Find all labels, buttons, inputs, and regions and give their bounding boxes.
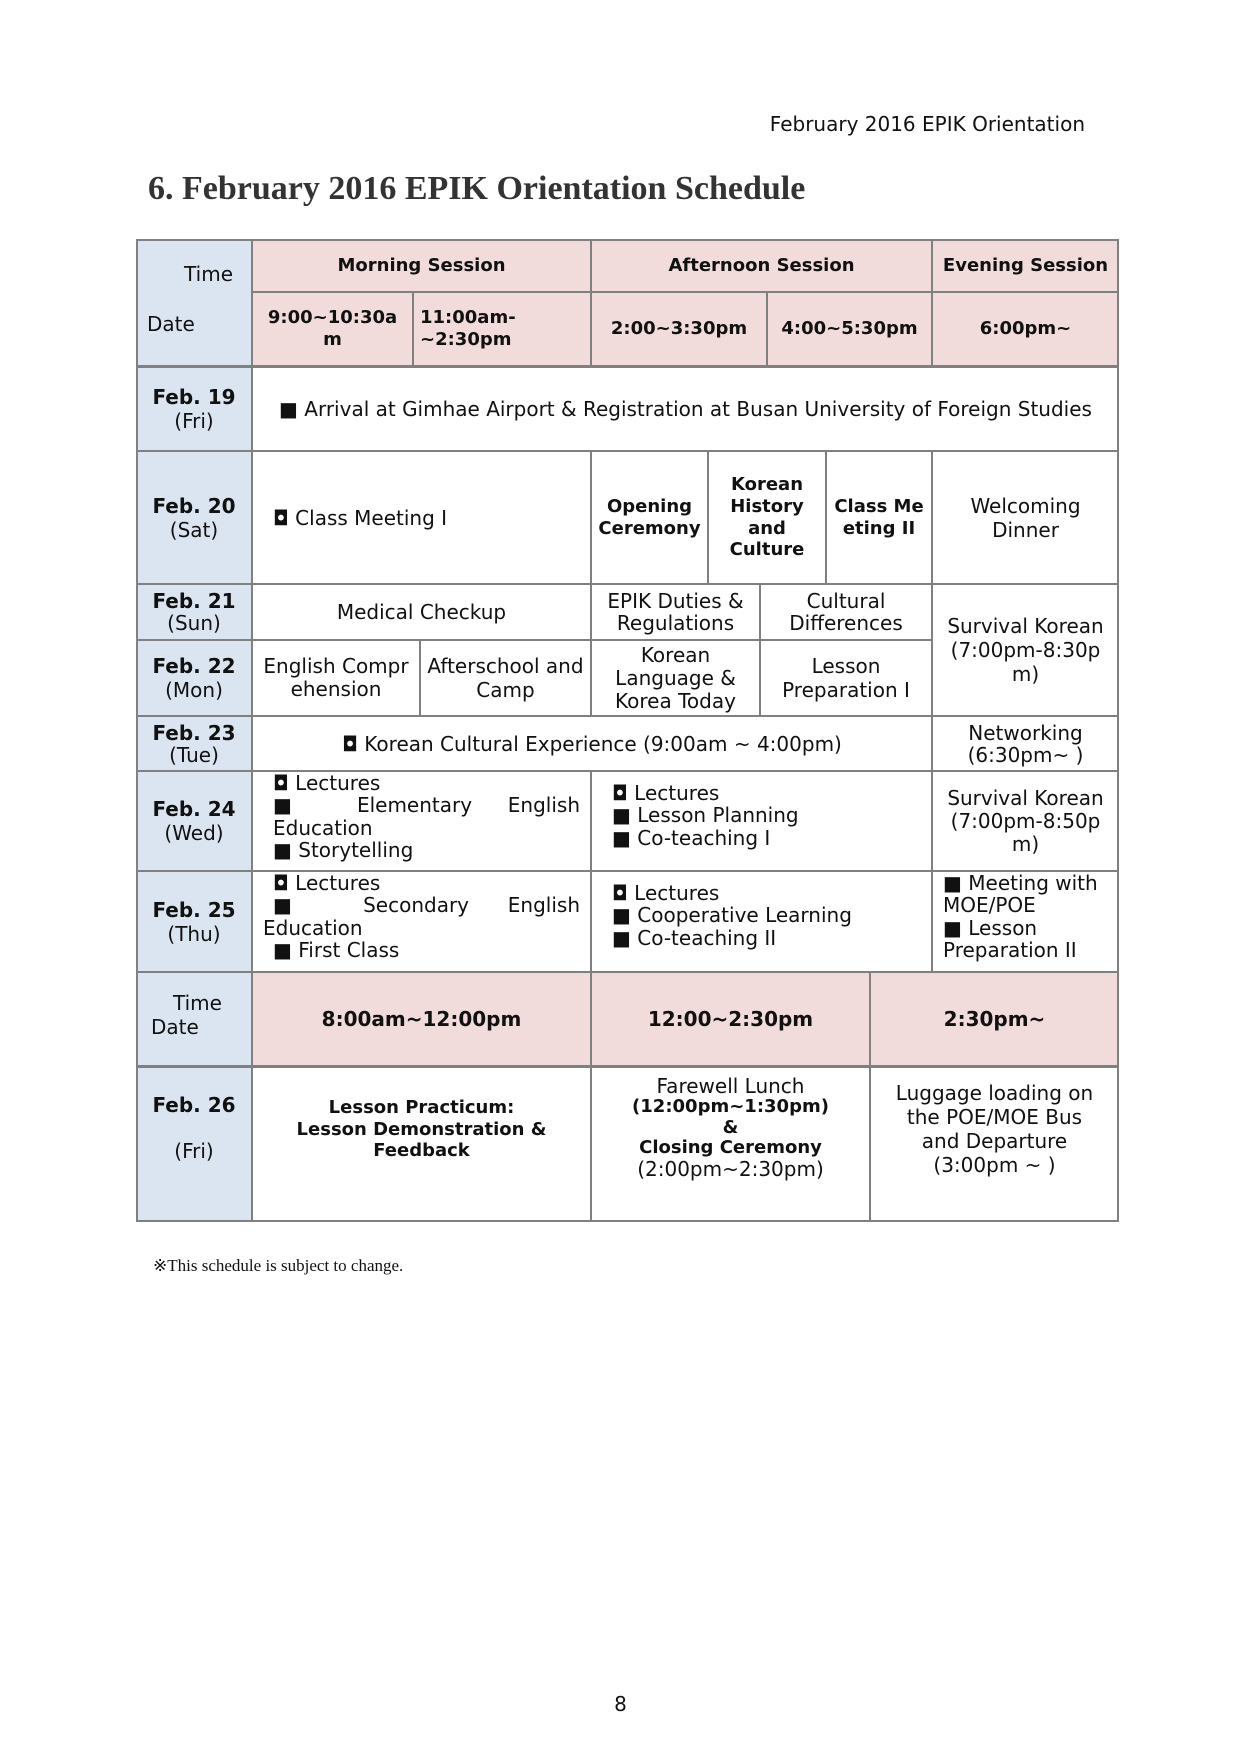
lecture-item: ■ Secondary English [273, 893, 580, 918]
date: Feb. 20 [152, 493, 236, 518]
evening-session-header: Evening Session [932, 239, 1119, 292]
lectures-heading: ◘ Lectures [612, 881, 720, 905]
slot-header-midday: 12:00~2:30pm [591, 972, 870, 1066]
feb21-22-evening: Survival Korean (7:00pm-8:30pm) [932, 584, 1119, 716]
feb26-afternoon: Luggage loading on the POE/MOE Bus and Departure (3:00pm ~ ) [870, 1066, 1119, 1222]
feb20-class-meeting-2: Class Meeting II [826, 451, 932, 584]
lectures-heading: ◘ Lectures [273, 871, 381, 895]
date: Feb. 23 [152, 720, 236, 745]
page-title: 6. February 2016 EPIK Orientation Schedule [148, 170, 806, 207]
feb21-afternoon-2: Cultural Differences [760, 584, 932, 640]
ampersand: & [722, 1116, 739, 1138]
feb23-evening: Networking (6:30pm~ ) [932, 716, 1119, 771]
slot-header-afternoon: 2:30pm~ [870, 972, 1119, 1066]
schedule-table [136, 239, 1119, 1222]
feb21-morning: Medical Checkup [252, 584, 591, 640]
practicum-title: Lesson Practicum: [328, 1097, 515, 1118]
lunch-time: (12:00pm~1:30pm) [632, 1096, 829, 1118]
slot-header-5: 6:00pm~ [932, 292, 1119, 366]
morning-session-header: Morning Session [252, 239, 591, 292]
closing-ceremony: Closing Ceremony [639, 1136, 822, 1158]
page-number: 8 [614, 1692, 627, 1716]
date: Feb. 22 [152, 654, 236, 678]
date: Feb. 21 [152, 589, 236, 613]
lectures-heading: ◘ Lectures [612, 781, 720, 805]
feb22-morning-1: English Comprehension [252, 640, 420, 716]
afternoon-session-header: Afternoon Session [591, 239, 932, 292]
date-cell-feb19 [136, 366, 252, 451]
feb24-evening: Survival Korean (7:00pm-8:50pm) [932, 771, 1119, 871]
lecture-item: ■ Cooperative Learning [612, 903, 852, 928]
farewell-lunch: Farewell Lunch [656, 1074, 805, 1098]
feb20-korean-history: Korean History and Culture [708, 451, 826, 584]
lecture-item-cont: Education [273, 815, 373, 840]
slot-header-4: 4:00~5:30pm [767, 292, 932, 366]
weekday: (Sun) [167, 611, 221, 635]
divider [136, 1065, 1119, 1068]
slot-header-2: 11:00am-~2:30pm [413, 292, 591, 366]
date-cell-feb25 [136, 871, 252, 972]
feb26-midday [591, 1066, 870, 1222]
feb24-afternoon [591, 771, 932, 871]
schedule-note: ※This schedule is subject to change. [153, 1256, 404, 1275]
feb20-evening: Welcoming Dinner [932, 451, 1119, 584]
feb22-afternoon-1: Korean Language & Korea Today [591, 640, 760, 716]
weekday: (Thu) [167, 921, 221, 946]
lecture-item: ■ Co-teaching I [612, 825, 771, 850]
date-cell-feb20 [136, 451, 252, 584]
weekday: (Wed) [164, 821, 224, 845]
date-cell-feb26 [136, 1066, 252, 1222]
weekday: (Fri) [174, 408, 214, 433]
time-label: Time [173, 991, 222, 1015]
lecture-item: ■ Elementary English [273, 793, 580, 818]
feb22-morning-2: Afterschool and Camp [420, 640, 591, 716]
lecture-item-cont: Education [263, 915, 363, 940]
lecture-item: ■ First Class [273, 938, 400, 963]
time-label: Time [184, 262, 233, 286]
slot-header-1: 9:00~10:30am [252, 292, 413, 366]
feb25-evening [932, 871, 1119, 972]
feb20-morning: ◘ Class Meeting I [252, 451, 591, 584]
running-header: February 2016 EPIK Orientation [769, 112, 1085, 136]
date-label: Date [147, 312, 195, 336]
lectures-heading: ◘ Lectures [273, 771, 381, 795]
date-cell-feb23 [136, 716, 252, 771]
evening-item: ■ Meeting with MOE/POE [943, 871, 1098, 918]
feb23-activity: ◘ Korean Cultural Experience (9:00am ~ 4:00pm) [252, 716, 932, 771]
ceremony-time: (2:00pm~2:30pm) [637, 1156, 824, 1181]
slot-header-3: 2:00~3:30pm [591, 292, 767, 366]
date: Feb. 25 [152, 897, 236, 922]
slot-header-morning: 8:00am~12:00pm [252, 972, 591, 1066]
date-cell-feb21 [136, 584, 252, 640]
lecture-item: ■ Storytelling [273, 838, 414, 863]
time-date-corner-2 [136, 972, 252, 1066]
weekday: (Fri) [174, 1139, 214, 1163]
lecture-item: ■ Co-teaching II [612, 925, 777, 950]
feb25-afternoon [591, 871, 932, 972]
date: Feb. 24 [152, 797, 236, 821]
weekday: (Tue) [169, 742, 219, 767]
lecture-item: ■ Lesson Planning [612, 803, 799, 828]
time-date-corner [136, 239, 252, 366]
date-cell-feb22 [136, 640, 252, 716]
practicum-detail: Lesson Demonstration & Feedback [296, 1118, 547, 1162]
feb22-afternoon-2: Lesson Preparation I [760, 640, 932, 716]
divider [136, 365, 1119, 368]
evening-item: ■ Lesson Preparation II [943, 915, 1077, 963]
date: Feb. 26 [152, 1093, 236, 1117]
feb26-morning [252, 1066, 591, 1222]
feb21-afternoon-1: EPIK Duties & Regulations [591, 584, 760, 640]
date-label: Date [151, 1015, 199, 1039]
date-cell-feb24 [136, 771, 252, 871]
feb24-morning [252, 771, 591, 871]
weekday: (Mon) [165, 678, 223, 702]
feb25-morning [252, 871, 591, 972]
weekday: (Sat) [169, 517, 219, 542]
feb20-opening-ceremony: Opening Ceremony [591, 451, 708, 584]
feb19-activity: ■ Arrival at Gimhae Airport & Registration at Busan University of Foreign Studies [252, 366, 1119, 451]
date: Feb. 19 [152, 384, 236, 409]
